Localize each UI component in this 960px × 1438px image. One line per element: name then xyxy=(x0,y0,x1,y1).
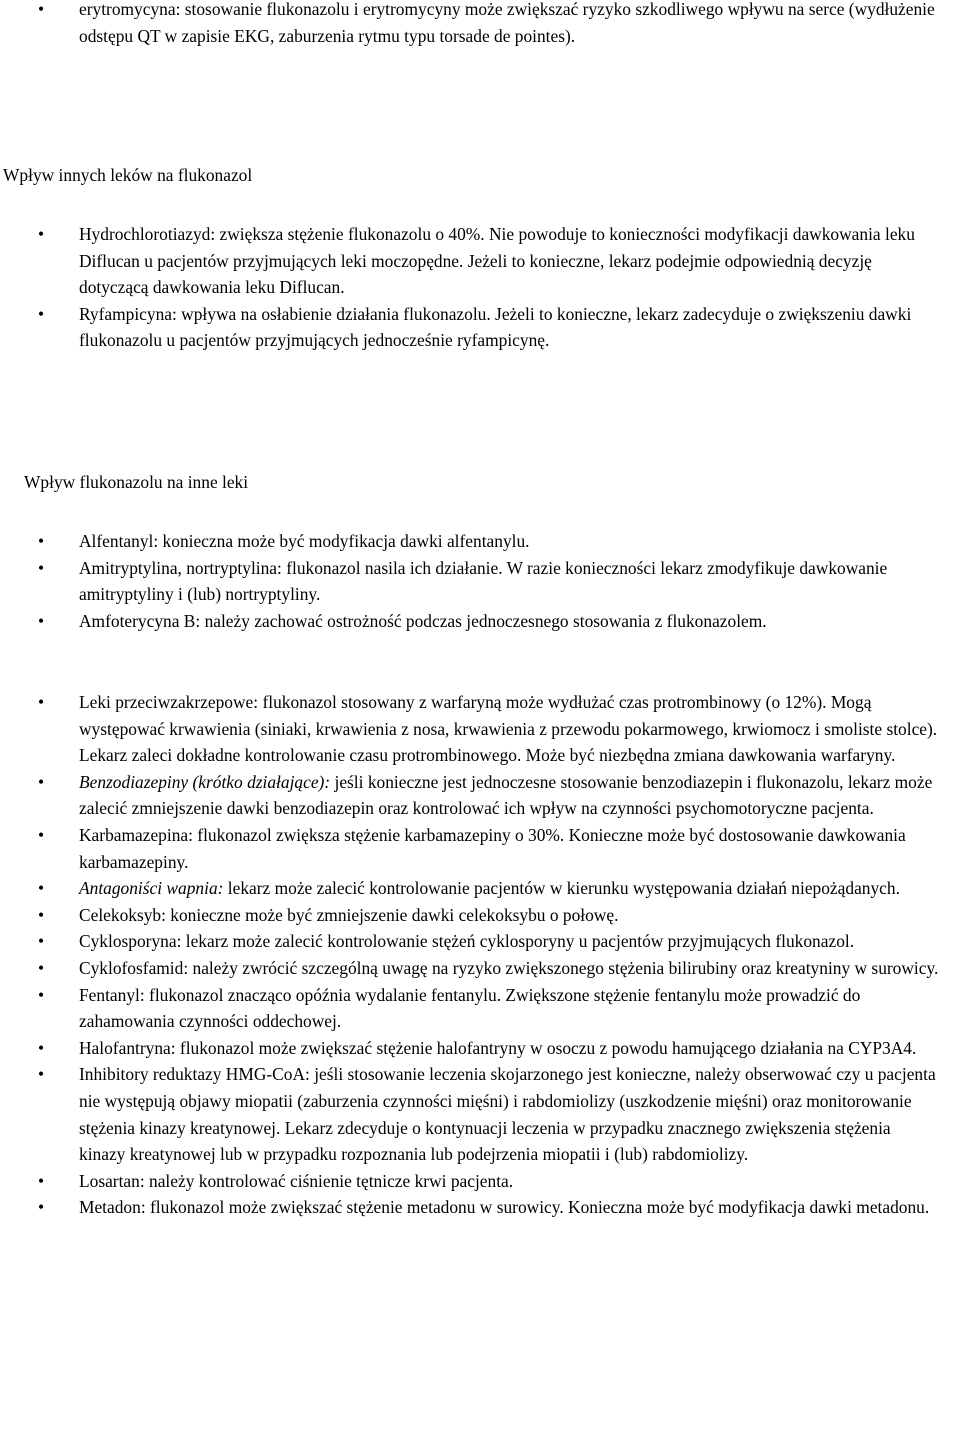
item-text: Inhibitory reduktazy HMG-CoA: jeśli stosowanie leczenia skojarzonego jest konieczne, należy obserwować czy u pacjenta nie występują objawy miopatii (zaburzenia czynności mięśni) i rabdomiolizy (uszkodzenie mięśni) oraz monitorowanie stężenia kinazy kreatynowej. Lekarz zdecyduje o kontynuacji leczenia w przypadku znacznego zwiększenia stężenia kinazy kreatynowej lub w przypadku rozpoznania lub podejrzenia miopatii i (lub) rabdomiolizy. xyxy=(79,1064,936,1165)
bullet-icon: • xyxy=(37,931,45,952)
list-item-losartan xyxy=(0,1168,940,1195)
item-text: Losartan: należy kontrolować ciśnienie tętnicze krwi pacjenta. xyxy=(79,1170,514,1191)
item-text: Alfentanyl: konieczna może być modyfikacja dawki alfentanylu. xyxy=(79,531,530,551)
list-item-fentanyl xyxy=(0,982,940,1035)
item-text: Leki przeciwzakrzepowe: flukonazol stosowany z warfaryną może wydłużać czas protrombinowy (o 12%). Mogą występować krwawienia (siniaki, krwawienia z nosa, krwawienia z przewodu pokarmowego, krwiomocz i smoliste stolce). Lekarz zaleci dokładne kontrolowanie czasu protrombinowego. Może być niezbędna zmiana dawkowania warfaryny. xyxy=(79,692,938,766)
section-heading-fluconazole-effects: Wpływ flukonazolu na inne leki xyxy=(24,472,249,492)
bullet-icon: • xyxy=(37,557,45,578)
list-top xyxy=(0,0,940,49)
section-heading-other-drugs: Wpływ innych leków na flukonazol xyxy=(3,165,253,185)
list-item-metadon xyxy=(0,1194,940,1221)
item-text: jeśli konieczne jest jednoczesne stosowanie benzodiazepin i flukonazolu, lekarz może zalecić zmniejszenie dawki benzodiazepin oraz kontrolować ich wpływ na czynności psychomotoryczne pacjenta. xyxy=(79,771,933,819)
bullet-icon: • xyxy=(37,904,45,925)
item-text: Ryfampicyna: wpływa na osłabienie działania flukonazolu. Jeżeli to konieczne, lekarz zadecyduje o zwiększeniu dawki flukonazolu u pacjentów przyjmujących jednocześnie ryfampicynę. xyxy=(79,303,912,351)
list-item-leki-przeciwzakrzepowe xyxy=(0,689,940,769)
bullet-icon: • xyxy=(37,878,45,899)
item-lead-italic: Antagoniści wapnia: xyxy=(79,878,224,899)
list-item-celekoksyb xyxy=(0,902,940,929)
list-item-alfentanyl xyxy=(0,528,940,555)
item-text: Cyklosporyna: lekarz może zalecić kontrolowanie stężeń cyklosporyny u pacjentów przyjmujących flukonazol. xyxy=(79,931,855,952)
list-item-amfoterycyna xyxy=(0,608,940,635)
bullet-icon: • xyxy=(37,957,45,978)
list-item-amitryptylina xyxy=(0,555,940,608)
bullet-icon: • xyxy=(37,1197,45,1218)
item-text: Karbamazepina: flukonazol zwiększa stężenie karbamazepiny o 30%. Konieczne może być dostosowanie dawkowania karbamazepiny. xyxy=(79,824,906,872)
item-text: Amitryptylina, nortryptylina: flukonazol nasila ich działanie. W razie konieczności lekarz zmodyfikuje dawkowanie amitryptyliny i (lub) nortryptyliny. xyxy=(79,557,888,605)
list-other-drugs xyxy=(0,221,940,354)
bullet-icon: • xyxy=(37,1037,45,1058)
item-text: Fentanyl: flukonazol znacząco opóźnia wydalanie fentanylu. Zwiększone stężenie fentanylu może prowadzić do zahamowania czynności oddechowej. xyxy=(79,984,861,1032)
item-lead-italic: Benzodiazepiny (krótko działające): xyxy=(79,771,331,792)
item-text: Metadon: flukonazol może zwiększać stężenie metadonu w surowicy. Konieczna może być modyfikacja dawki metadonu. xyxy=(79,1197,930,1218)
list-item-inhibitory-hmg-coa xyxy=(0,1061,940,1167)
bullet-icon: • xyxy=(37,0,45,19)
list-item-halofantryna xyxy=(0,1035,940,1062)
item-text: Hydrochlorotiazyd: zwiększa stężenie flukonazolu o 40%. Nie powoduje to konieczności modyfikacji dawkowania leku Diflucan u pacjentów przyjmujących leki moczopędne. Jeżeli to konieczne, lekarz podejmie odpowiednią decyzję dotyczącą dawkowania leku Diflucan. xyxy=(79,224,915,298)
item-text: Celekoksyb: konieczne może być zmniejszenie dawki celekoksybu o połowę. xyxy=(79,904,619,925)
bullet-icon: • xyxy=(37,303,45,324)
item-text: erytromycyna: stosowanie flukonazolu i erytromycyny może zwiększać ryzyko szkodliwego wpływu na serce (wydłużenie odstępu QT w zapisie EKG, zaburzenia rytmu typu torsade de pointes). xyxy=(79,0,935,46)
list-item-erytromycyna xyxy=(0,0,940,49)
bullet-icon: • xyxy=(37,1064,45,1085)
list-item-antagonisci-wapnia xyxy=(0,875,940,902)
list-item-karbamazepina xyxy=(0,822,940,875)
item-text: Cyklofosfamid: należy zwrócić szczególną uwagę na ryzyko zwiększonego stężenia bilirubiny oraz kreatyniny w surowicy. xyxy=(79,957,939,978)
list-item-cyklofosfamid xyxy=(0,955,940,982)
list-item-ryfampicyna xyxy=(0,301,940,354)
bullet-icon: • xyxy=(37,531,45,551)
bullet-icon: • xyxy=(37,610,45,631)
bullet-icon: • xyxy=(37,984,45,1005)
bullet-icon: • xyxy=(37,692,45,712)
bullet-icon: • xyxy=(37,824,45,845)
list-item-benzodiazepiny xyxy=(0,769,940,822)
bullet-icon: • xyxy=(37,224,45,244)
list-effects-b xyxy=(0,689,940,1221)
item-text: lekarz może zalecić kontrolowanie pacjentów w kierunku występowania działań niepożądanych. xyxy=(223,878,900,899)
list-effects-a xyxy=(0,528,940,634)
list-item-cyklosporyna xyxy=(0,928,940,955)
item-text: Amfoterycyna B: należy zachować ostrożność podczas jednoczesnego stosowania z flukonazolem. xyxy=(79,610,767,631)
list-item-hydrochlorotiazyd xyxy=(0,221,940,301)
item-text: Halofantryna: flukonazol może zwiększać stężenie halofantryny w osoczu z powodu hamującego działania na CYP3A4. xyxy=(79,1037,917,1058)
bullet-icon: • xyxy=(37,1170,45,1191)
bullet-icon: • xyxy=(37,771,45,792)
